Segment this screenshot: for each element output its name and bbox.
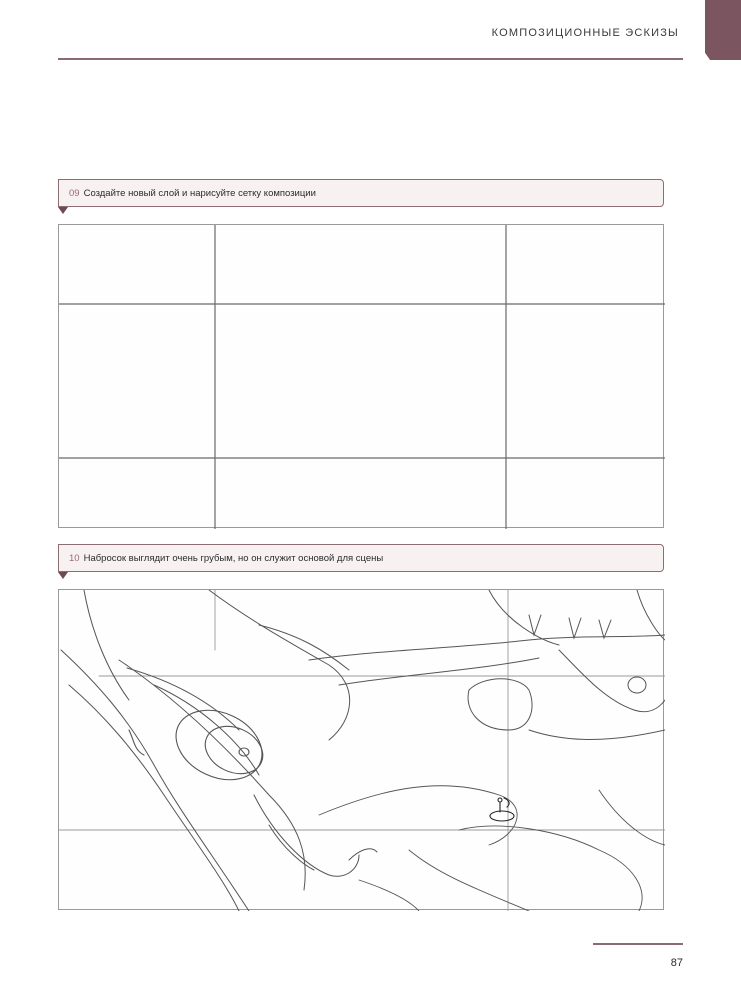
footer-divider: [593, 943, 683, 945]
sketch-tail-strokes: [254, 795, 377, 876]
rough-sketch-canvas: [59, 590, 665, 911]
step-10-marker-icon: [58, 572, 68, 579]
sketch-ridge-strokes: [309, 590, 665, 685]
header-divider: [58, 58, 683, 60]
step-10-text: Набросок выглядит очень грубым, но он служит основой для сцены: [83, 552, 384, 564]
step-09-caption: [58, 179, 664, 207]
step-09-number: 09: [69, 187, 80, 199]
step-10-caption: [58, 544, 664, 572]
sketch-creature-strokes: [61, 590, 350, 911]
section-title: КОМПОЗИЦИОННЫЕ ЭСКИЗЫ: [491, 27, 679, 39]
composition-grid-canvas: [59, 225, 665, 529]
step-09-marker-icon: [58, 207, 68, 214]
sketch-eye-icon: [129, 697, 273, 793]
composition-grid-figure: [58, 224, 664, 528]
rough-sketch-figure: [58, 589, 664, 910]
page-number: 87: [670, 957, 683, 969]
chapter-corner-tab: [705, 0, 741, 60]
step-09-text: Создайте новый слой и нарисуйте сетку композиции: [83, 187, 316, 199]
step-10-number: 10: [69, 552, 80, 564]
sketch-rock-strokes: [468, 650, 665, 739]
